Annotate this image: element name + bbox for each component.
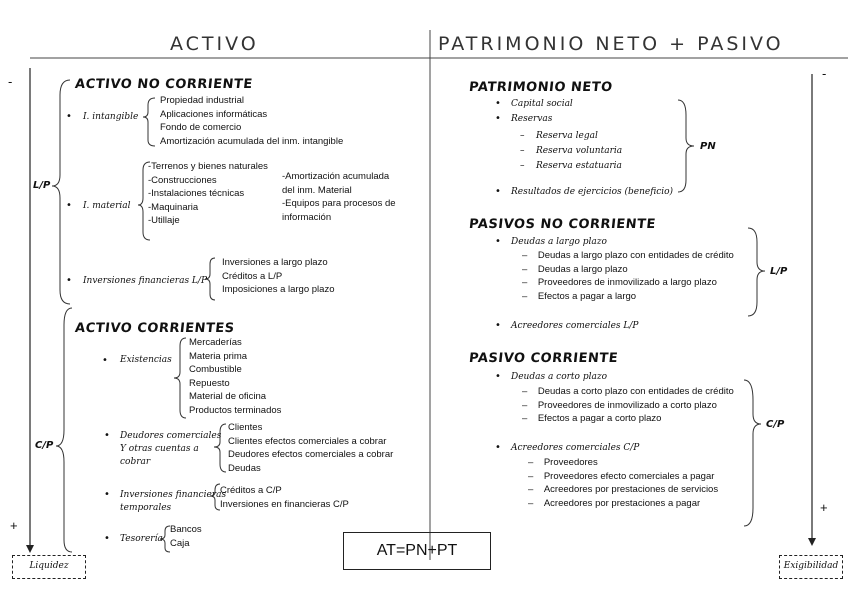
list-item: – Reserva voluntaria: [520, 146, 623, 156]
list-item: Créditos a C/P: [220, 485, 282, 496]
list-item: – Proveedores: [528, 457, 598, 468]
list-item: -Instalaciones técnicas: [148, 188, 245, 199]
list-item: Aplicaciones informáticas: [160, 108, 268, 120]
material-extra-list: [282, 170, 396, 224]
list-item: Amortización acumulada del inm. intangible: [160, 135, 344, 147]
acreedores-cp-list: [528, 456, 718, 510]
bullet: •: [495, 371, 501, 382]
inversiones-cp-list: [220, 484, 349, 511]
inversiones-lp-list: [222, 256, 334, 297]
right-cp-label: C/P: [766, 419, 785, 430]
list-item: – Efectos a pagar a corto plazo: [522, 413, 662, 424]
activo-no-corriente-title: ACTIVO NO CORRIENTE: [74, 77, 254, 92]
list-item: Imposiciones a largo plazo: [222, 284, 335, 295]
list-item: – Deudas a corto plazo con entidades de crédito: [522, 386, 734, 397]
list-item: – Deudas a largo plazo con entidades de crédito: [522, 250, 734, 261]
exigibilidad-box: Exigibilidad: [779, 555, 843, 579]
deudas-lp-label: Deudas a largo plazo: [511, 237, 607, 247]
material-list: [148, 160, 268, 228]
left-minus-sign: -: [8, 74, 13, 89]
bullet: •: [495, 113, 501, 124]
right-minus-sign: -: [822, 66, 827, 81]
list-item: -Construcciones: [148, 174, 217, 186]
deudas-cp-list: [522, 385, 734, 426]
activo-header: ACTIVO: [170, 33, 259, 55]
existencias-list: [189, 336, 281, 417]
inversiones-cp-label: Inversiones financieras temporales: [120, 490, 227, 513]
list-item: Créditos a L/P: [222, 270, 283, 282]
accounting-formula: AT=PN+PT: [343, 532, 491, 570]
list-item: Deudores efectos comerciales a cobrar: [228, 449, 394, 460]
list-item: – Acreedores por prestaciones de servicios: [528, 484, 719, 495]
right-lp-label: L/P: [770, 266, 788, 277]
bullet: •: [104, 430, 110, 441]
bullet: •: [495, 320, 501, 331]
list-item: – Efectos a pagar a largo: [522, 290, 637, 302]
list-item: Inversiones en financieras C/P: [220, 498, 349, 510]
list-item: – Reserva estatuaria: [520, 161, 622, 171]
deudas-lp-list: [522, 249, 734, 303]
list-item: Mercaderías: [189, 337, 242, 348]
list-item: -Equipos para procesos de: [282, 198, 396, 209]
bullet: •: [495, 98, 501, 109]
right-plus-sign: +: [820, 500, 828, 515]
acreedores-cp-label: Acreedores comerciales C/P: [511, 443, 640, 453]
bullet: •: [66, 111, 72, 122]
bullet: •: [495, 236, 501, 247]
material-label: I. material: [83, 201, 131, 211]
reservas-list: [520, 129, 622, 174]
list-item: Fondo de comercio: [160, 122, 242, 133]
inversiones-lp-label: Inversiones financieras L/P: [83, 276, 208, 286]
tesoreria-label: Tesorería: [120, 534, 163, 544]
pasivo-no-corriente-title: PASIVOS NO CORRIENTE: [468, 217, 657, 232]
capital-social: Capital social: [511, 99, 573, 109]
list-item: Productos terminados: [189, 404, 282, 416]
list-item: Deudas: [228, 462, 261, 474]
deudores-label: Deudores comerciales Y otras cuentas a cobrar: [120, 431, 222, 467]
left-plus-sign: +: [10, 518, 18, 533]
list-item: – Proveedores de inmovilizado a largo plazo: [522, 277, 717, 288]
pn-label: PN: [700, 141, 716, 152]
list-item: – Acreedores por prestaciones a pagar: [528, 497, 701, 509]
bullet: •: [66, 275, 72, 286]
list-item: – Deudas a largo plazo: [522, 263, 628, 275]
list-item: Clientes efectos comerciales a cobrar: [228, 435, 387, 447]
list-item: Propiedad industrial: [160, 95, 244, 106]
list-item: -Terrenos y bienes naturales: [148, 161, 268, 172]
list-item: -Utillaje: [148, 215, 180, 226]
list-item: Clientes: [228, 422, 263, 433]
list-item: Caja: [170, 537, 190, 549]
list-item: -Maquinaria: [148, 201, 199, 213]
deudores-list: [228, 421, 393, 475]
bullet: •: [102, 355, 108, 366]
list-item: Bancos: [170, 524, 202, 535]
activo-corriente-title: ACTIVO CORRIENTES: [74, 321, 236, 336]
list-item: Combustible: [189, 364, 242, 375]
list-item: – Reserva legal: [520, 131, 598, 141]
bullet: •: [104, 533, 110, 544]
list-item: Material de oficina: [189, 391, 267, 402]
left-lp-label: L/P: [33, 180, 51, 191]
resultados-ejercicios: Resultados de ejercicios (beneficio): [511, 187, 674, 197]
bullet: •: [495, 186, 501, 197]
list-item: información: [282, 211, 332, 223]
patrimonio-pasivo-header: PATRIMONIO NETO + PASIVO: [438, 33, 784, 55]
deudas-cp-label: Deudas a corto plazo: [511, 372, 607, 382]
list-item: Repuesto: [189, 377, 230, 389]
acreedores-lp: Acreedores comerciales L/P: [511, 321, 639, 331]
list-item: – Proveedores de inmovilizado a corto plazo: [522, 399, 717, 411]
tesoreria-list: [170, 523, 202, 550]
list-item: -Amortización acumulada: [282, 171, 390, 182]
list-item: Inversiones a largo plazo: [222, 257, 328, 268]
left-cp-label: C/P: [35, 440, 54, 451]
list-item: Materia prima: [189, 350, 248, 362]
list-item: del inm. Material: [282, 184, 352, 196]
pasivo-corriente-title: PASIVO CORRIENTE: [468, 351, 619, 366]
liquidez-box: Liquidez: [12, 555, 86, 579]
bullet: •: [66, 200, 72, 211]
list-item: – Proveedores efecto comerciales a pagar: [528, 470, 715, 482]
reservas-label: Reservas: [511, 114, 553, 124]
intangible-label: I. intangible: [83, 112, 139, 122]
intangible-list: [160, 94, 343, 148]
existencias-label: Existencias: [120, 355, 172, 365]
bullet: •: [495, 442, 501, 453]
bullet: •: [104, 489, 110, 500]
patrimonio-neto-title: PATRIMONIO NETO: [468, 80, 614, 95]
